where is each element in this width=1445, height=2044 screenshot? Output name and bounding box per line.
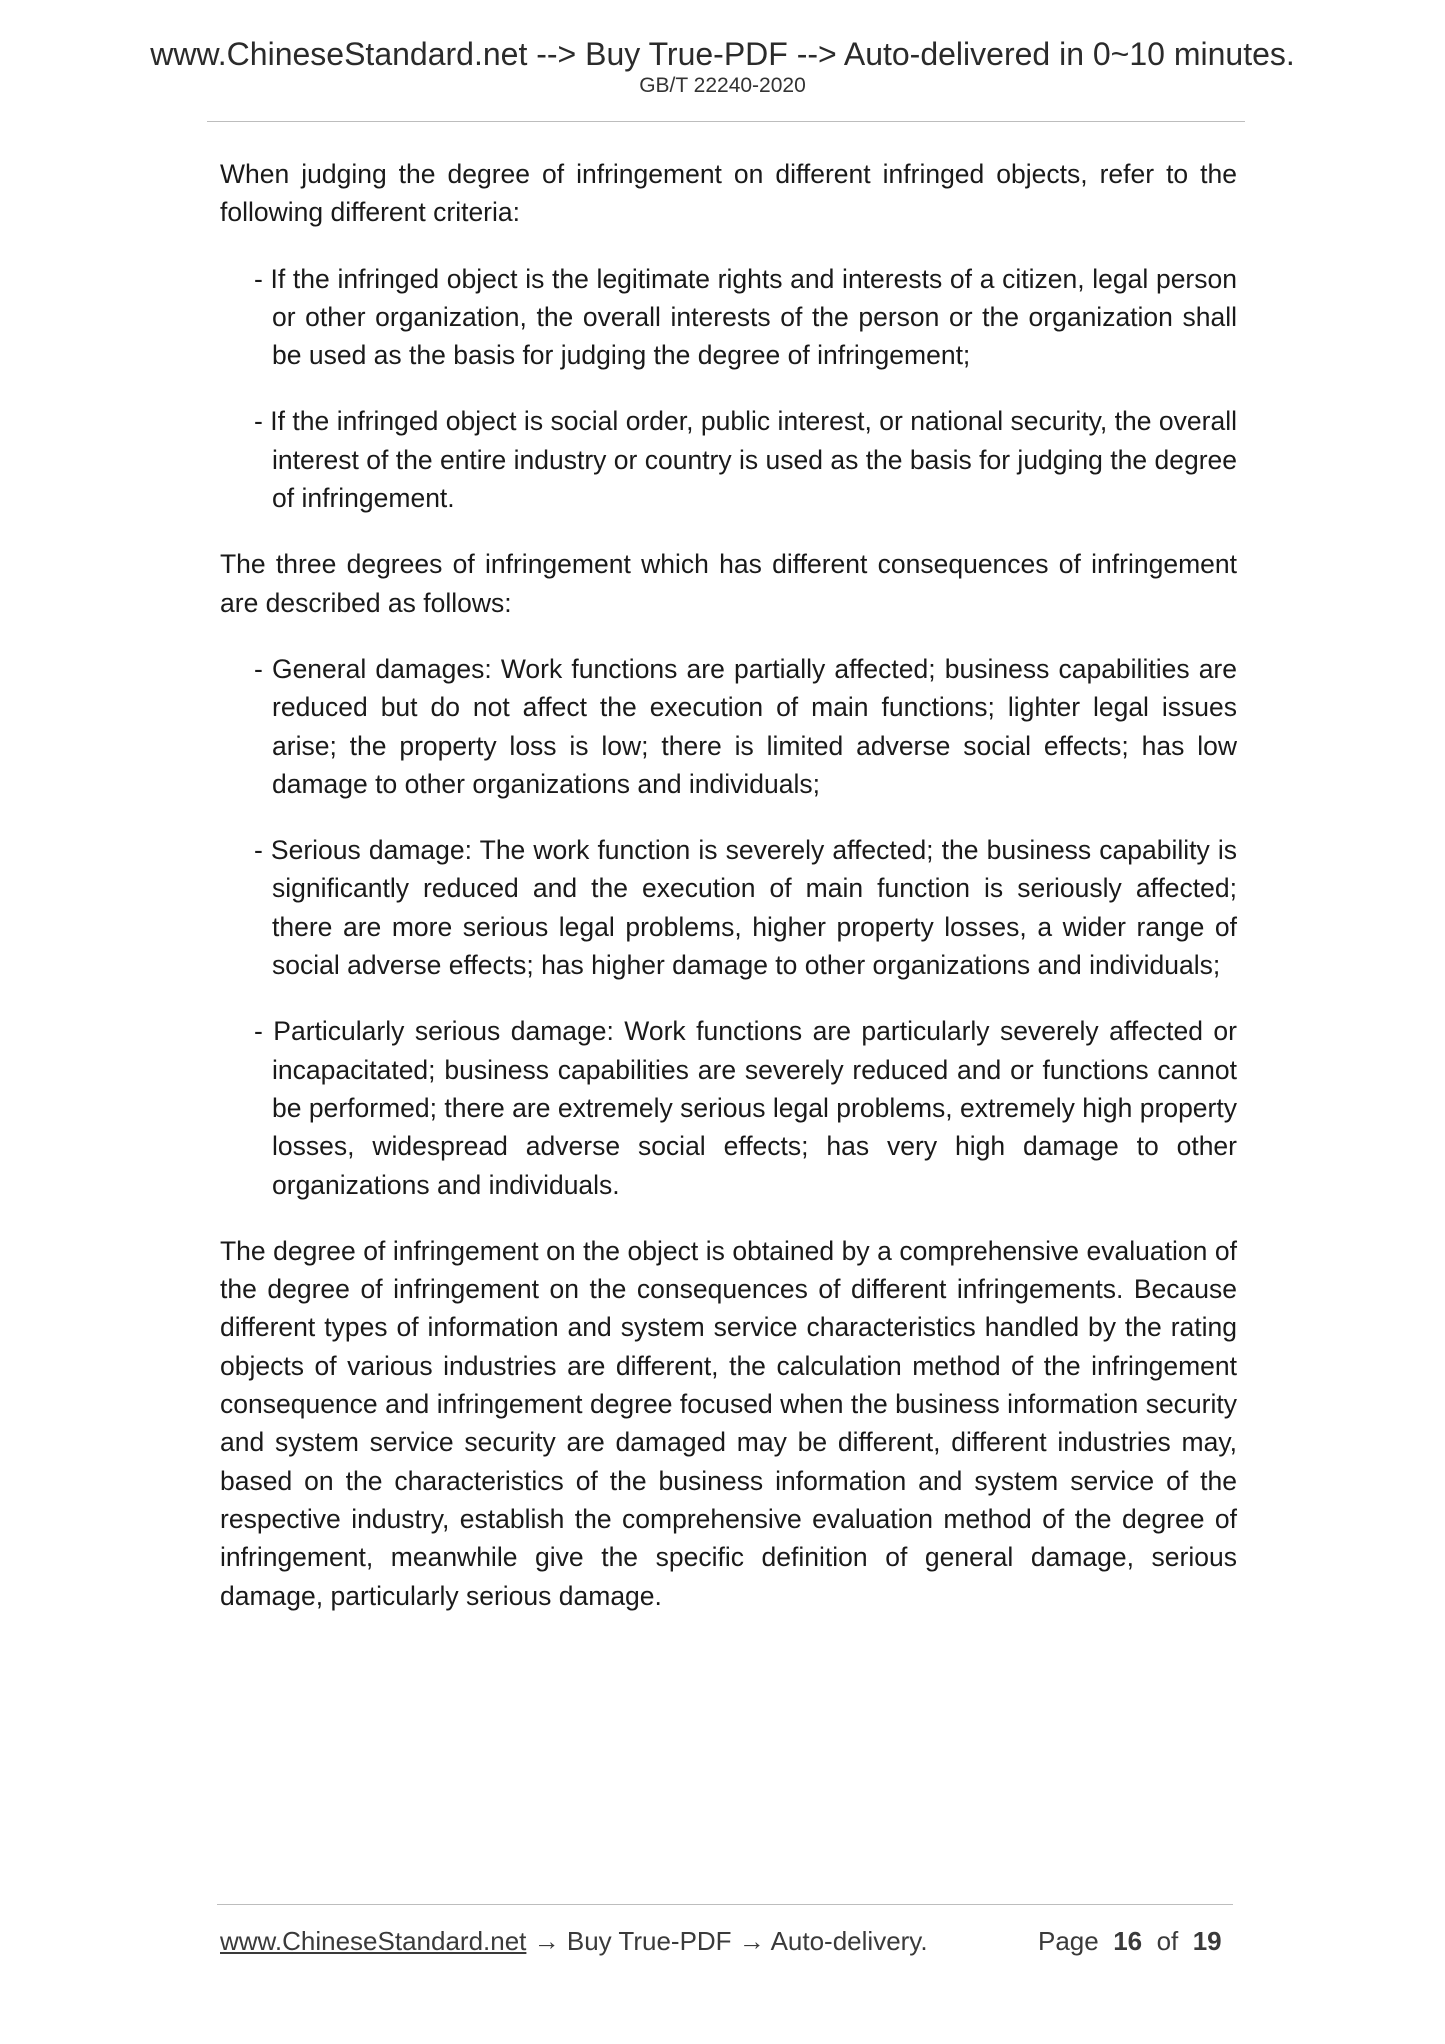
header-divider <box>207 121 1245 122</box>
page-number: 16 <box>1113 1926 1143 1956</box>
degree-item-serious: - Serious damage: The work function is severely affected; the business capability is significantly reduced and the execution of main function is seriously affected; there are more serious legal problems, higher property losses, a wider range of social adverse effects; has higher damage to other organizations and individuals; <box>254 835 1237 981</box>
footer-link-text <box>220 1926 928 1957</box>
criteria-item-citizen: - If the infringed object is the legitimate rights and interests of a citizen, legal person or other organization, the overall interests of the person or the organization shall be used as the basis for judging the degree of infringement; <box>254 263 1237 371</box>
footer-tagline: → Buy True-PDF → Auto-delivery. <box>526 1926 928 1956</box>
of-label: of <box>1156 1926 1179 1956</box>
standard-code: GB/T 22240-2020 <box>639 74 806 97</box>
top-banner: www.ChineseStandard.net --> Buy True-PDF --> Auto-delivered in 0~10 minutes. <box>150 36 1295 72</box>
degree-item-particularly-serious: - Particularly serious damage: Work functions are particularly severely affected or incapacitated; business capabilities are severely reduced and or functions cannot be performed; there are extremely serious legal problems, extremely high property losses, widespread adverse social effects; has very high damage to other organizations and individuals. <box>254 1016 1237 1200</box>
footer-site-link[interactable]: www.ChineseStandard.net <box>220 1926 527 1956</box>
criteria-item-social-order: - If the infringed object is social order, public interest, or national security, the overall interest of the entire industry or country is used as the basis for judging the degree of infringement. <box>254 406 1237 514</box>
page-label: Page <box>1038 1926 1099 1956</box>
footer-divider <box>217 1904 1233 1905</box>
page-counter <box>1038 1926 1222 1957</box>
conclusion-paragraph: The degree of infringement on the object is obtained by a comprehensive evaluation of the degree of infringement on the consequences of different infringements. Because different types of information and system service characteristics handled by the rating objects of various industries are different, the calculation method of the infringement consequence and infringement degree focused when the business information security and system service security are damaged may be different, different industries may, based on the characteristics of the business information and system service of the respective industry, establish the comprehensive evaluation method of the degree of infringement, meanwhile give the specific definition of general damage, serious damage, particularly serious damage. <box>220 1235 1237 1611</box>
degrees-intro-paragraph: The three degrees of infringement which has different consequences of infringement are described as follows: <box>220 549 1237 618</box>
total-pages: 19 <box>1192 1926 1222 1956</box>
degree-item-general: - General damages: Work functions are partially affected; business capabilities are reduced but do not affect the execution of main functions; lighter legal issues arise; the property loss is low; there is limited adverse social effects; has low damage to other organizations and individuals; <box>254 653 1237 799</box>
criteria-intro-paragraph: When judging the degree of infringement on different infringed objects, refer to the following different criteria: <box>220 159 1237 228</box>
page-body <box>220 155 1237 1615</box>
